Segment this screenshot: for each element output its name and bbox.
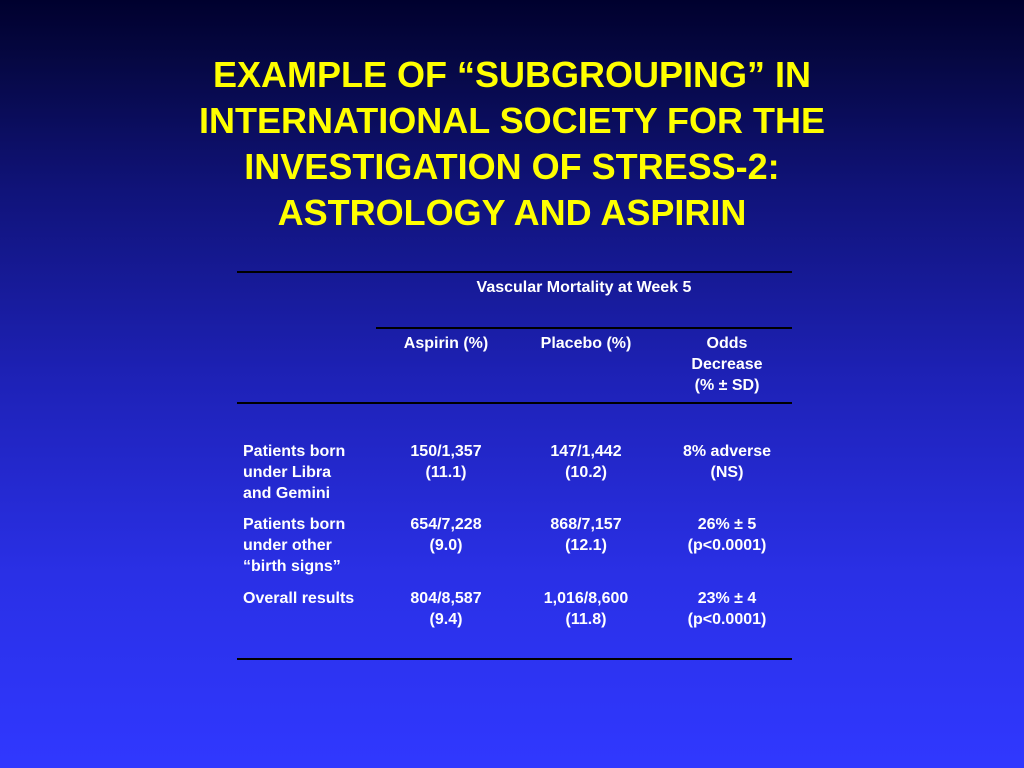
row-2-aspirin: 654/7,228 (9.0)	[410, 516, 482, 554]
table-top-rule	[237, 271, 792, 273]
column-header-odds: Odds Decrease (% ± SD)	[691, 335, 763, 394]
row-3-odds: 23% ± 4 (p<0.0001)	[687, 590, 767, 628]
column-header-placebo: Placebo (%)	[540, 335, 632, 352]
title-line-3: INVESTIGATION OF STRESS-2:	[244, 146, 780, 187]
group-header-rule	[376, 327, 792, 329]
title-line-1: EXAMPLE OF “SUBGROUPING” IN	[212, 54, 812, 95]
column-header-aspirin: Aspirin (%)	[403, 335, 489, 352]
row-3-aspirin: 804/8,587 (9.4)	[410, 590, 482, 628]
group-header: Vascular Mortality at Week 5	[476, 279, 692, 296]
row-1-placebo: 147/1,442 (10.2)	[550, 443, 622, 481]
table-bottom-rule	[237, 658, 792, 660]
row-2-placebo: 868/7,157 (12.1)	[550, 516, 622, 554]
row-3-placebo: 1,016/8,600 (11.8)	[543, 590, 629, 628]
row-label-libra-gemini: Patients born under Libra and Gemini	[243, 443, 346, 502]
row-1-aspirin: 150/1,357 (11.1)	[410, 443, 482, 481]
row-2-odds: 26% ± 5 (p<0.0001)	[687, 516, 767, 554]
row-1-odds: 8% adverse (NS)	[682, 443, 772, 481]
row-label-overall: Overall results	[243, 590, 355, 607]
title-line-4: ASTROLOGY AND ASPIRIN	[277, 192, 747, 233]
header-bottom-rule	[237, 402, 792, 404]
title-line-2: INTERNATIONAL SOCIETY FOR THE	[198, 100, 826, 141]
slide-title	[0, 52, 1024, 236]
row-label-other-signs: Patients born under other “birth signs”	[243, 516, 346, 575]
